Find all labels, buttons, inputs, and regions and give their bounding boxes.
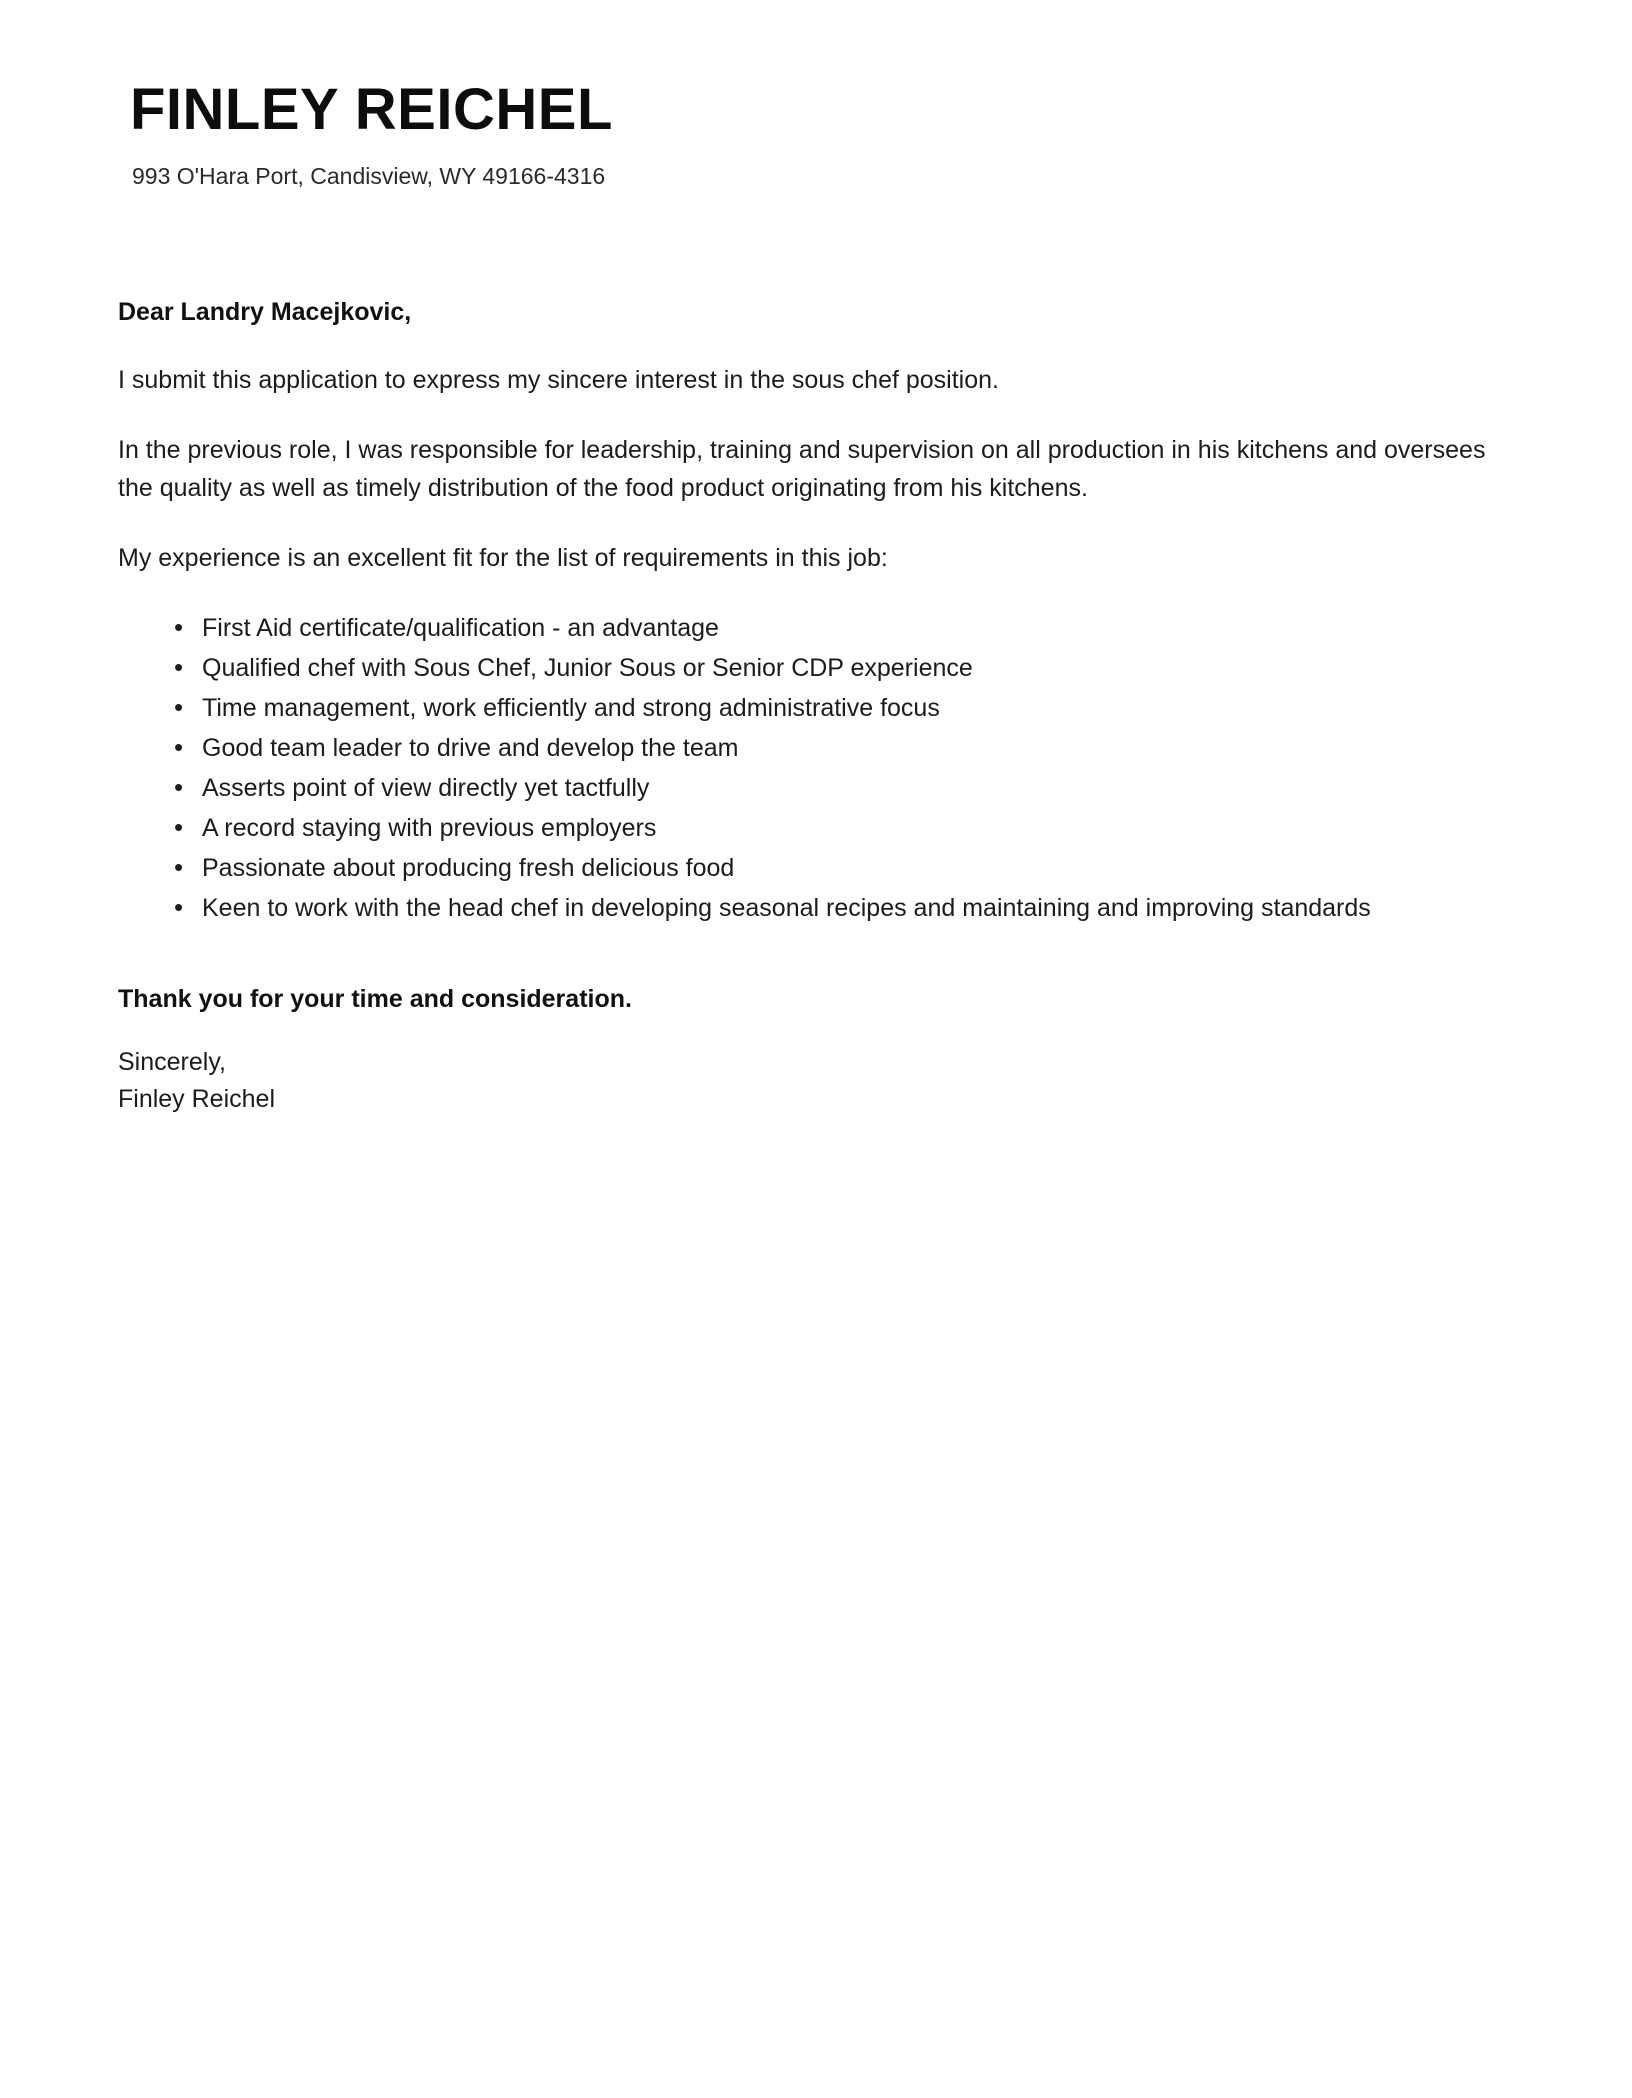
list-item: • Keen to work with the head chef in developing seasonal recipes and maintaining and improving standards (172, 889, 1508, 927)
letter-body (118, 298, 1508, 1119)
signoff (118, 1044, 1508, 1119)
list-item: • Passionate about producing fresh delicious food (172, 849, 1508, 887)
paragraph-experience: In the previous role, I was responsible for leadership, training and supervision on all production in his kitchens and oversees the quality as well as timely distribution of the food product originating from his kitchens. (118, 435, 1486, 502)
list-item: • Time management, work efficiently and strong administrative focus (172, 689, 1508, 727)
list-item: • Asserts point of view directly yet tactfully (172, 769, 1508, 807)
signoff-name: Finley Reichel (118, 1085, 276, 1114)
list-item: • A record staying with previous employers (172, 809, 1508, 847)
document-content (118, 78, 1518, 1119)
page-title: FINLEY REICHEL (130, 77, 613, 142)
paragraph-requirements-lead: My experience is an excellent fit for the list of requirements in this job: (118, 543, 888, 572)
applicant-address: 993 O'Hara Port, Candisview, WY 49166-4316 (132, 162, 606, 189)
requirements-list (118, 609, 1508, 927)
salutation: Dear Landry Macejkovic, (118, 297, 412, 326)
signoff-salutation: Sincerely, (118, 1047, 226, 1076)
paragraph-intro: I submit this application to express my sincere interest in the sous chef position. (118, 365, 999, 394)
closing-statement: Thank you for your time and consideration. (118, 984, 632, 1013)
list-item: • First Aid certificate/qualification - an advantage (172, 609, 1508, 647)
list-item: • Good team leader to drive and develop the team (172, 729, 1508, 767)
list-item: • Qualified chef with Sous Chef, Junior Sous or Senior CDP experience (172, 649, 1508, 687)
